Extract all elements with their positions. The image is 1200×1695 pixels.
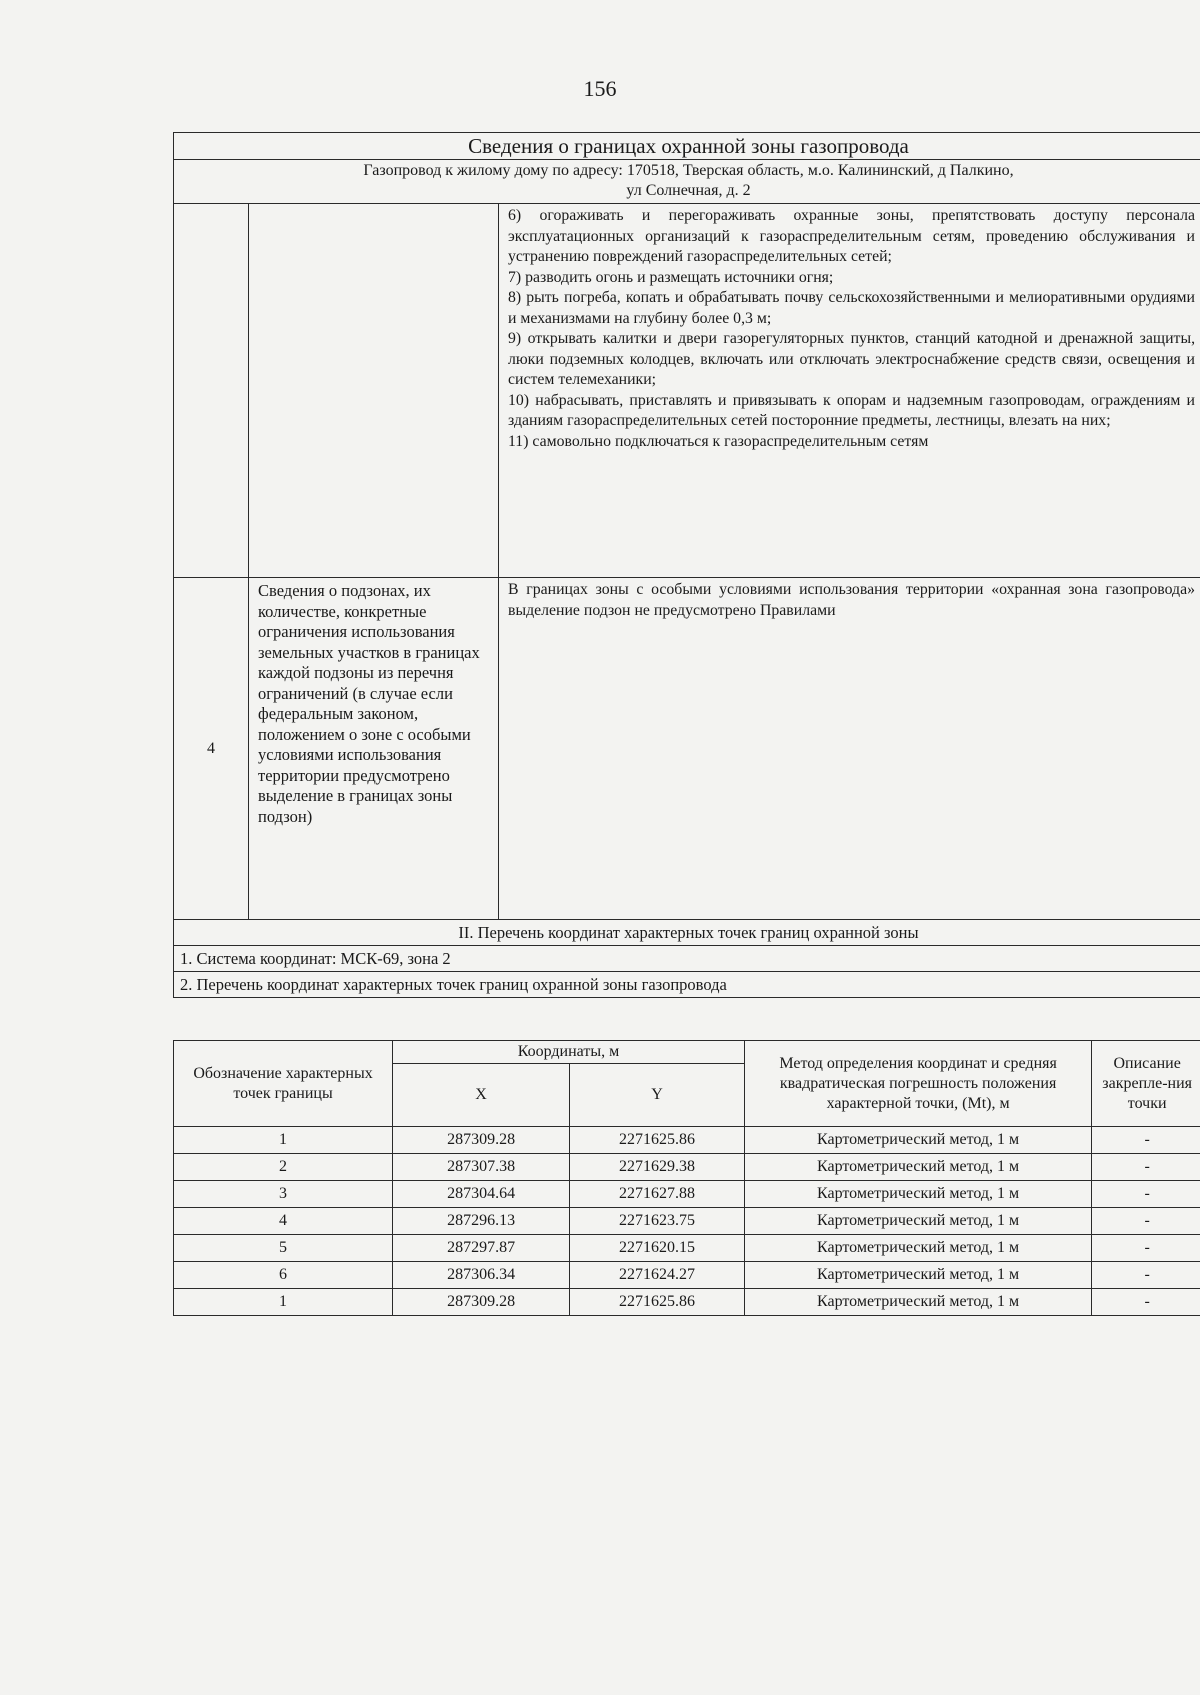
header-description: Описание закрепле-ния точки bbox=[1092, 1041, 1200, 1127]
header-designation: Обозначение характерных точек границы bbox=[174, 1041, 393, 1127]
restrictions-cell bbox=[499, 204, 1200, 578]
table-row bbox=[174, 1154, 1200, 1181]
method-value: Картометрический метод, 1 м bbox=[744, 1262, 1091, 1289]
table-row bbox=[174, 1127, 1200, 1154]
subzones-text bbox=[499, 578, 1200, 920]
protection-zone-info-table bbox=[173, 132, 1200, 998]
x-value: 287304.64 bbox=[393, 1181, 570, 1208]
coordinate-list-title: 2. Перечень координат характерных точек границ охранной зоны газопровода bbox=[174, 972, 1200, 998]
point-number: 3 bbox=[174, 1181, 393, 1208]
restriction-item: 8) рыть погреба, копать и обрабатывать почву сельскохозяйственными и мелиоративными орудиями и механизмами на глубину более 0,3 м; bbox=[508, 289, 1196, 327]
row-number: 4 bbox=[174, 578, 249, 920]
section-2-title: II. Перечень координат характерных точек границ охранной зоны bbox=[174, 920, 1200, 946]
description-value: - bbox=[1092, 1208, 1200, 1235]
method-value: Картометрический метод, 1 м bbox=[744, 1235, 1091, 1262]
table-row bbox=[174, 1262, 1200, 1289]
x-value: 287297.87 bbox=[393, 1235, 570, 1262]
x-value: 287309.28 bbox=[393, 1289, 570, 1316]
coordinate-system: 1. Система координат: МСК-69, зона 2 bbox=[174, 946, 1200, 972]
method-value: Картометрический метод, 1 м bbox=[744, 1154, 1091, 1181]
row-label-empty bbox=[249, 204, 499, 578]
restriction-item: 6) огораживать и перегораживать охранные зоны, препятствовать доступу персонала эксплуатационных организаций к газораспределительным сетям, проведению обслуживания и устранению повреждений газораспределительных сетей; bbox=[508, 207, 1196, 265]
method-value: Картометрический метод, 1 м bbox=[744, 1289, 1091, 1316]
description-value: - bbox=[1092, 1262, 1200, 1289]
y-value: 2271625.86 bbox=[570, 1289, 745, 1316]
description-value: - bbox=[1092, 1235, 1200, 1262]
point-number: 4 bbox=[174, 1208, 393, 1235]
address-line-1: Газопровод к жилому дому по адресу: 170518, Тверская область, м.о. Калининский, д Палкино, bbox=[363, 162, 1014, 179]
table-row bbox=[174, 1289, 1200, 1316]
y-value: 2271620.15 bbox=[570, 1235, 745, 1262]
method-value: Картометрический метод, 1 м bbox=[744, 1181, 1091, 1208]
point-number: 5 bbox=[174, 1235, 393, 1262]
table-row bbox=[174, 1181, 1200, 1208]
y-value: 2271629.38 bbox=[570, 1154, 745, 1181]
point-number: 2 bbox=[174, 1154, 393, 1181]
x-value: 287307.38 bbox=[393, 1154, 570, 1181]
coordinates-table bbox=[173, 1040, 1200, 1316]
point-number: 1 bbox=[174, 1289, 393, 1316]
method-value: Картометрический метод, 1 м bbox=[744, 1208, 1091, 1235]
method-value: Картометрический метод, 1 м bbox=[744, 1127, 1091, 1154]
header-y: Y bbox=[570, 1064, 745, 1127]
point-number: 1 bbox=[174, 1127, 393, 1154]
restriction-item: 7) разводить огонь и размещать источники огня; bbox=[508, 268, 834, 286]
x-value: 287296.13 bbox=[393, 1208, 570, 1235]
page-number: 156 bbox=[583, 76, 617, 101]
pipeline-address bbox=[174, 160, 1200, 204]
subzones-label: Сведения о подзонах, их количестве, конкретные ограничения использования земельных участков в границах каждой подзоны из перечня ограничений (в случае если федеральным законом, положением о зоне с особыми условиями использования территории предусмотрено выделение в границах зоны подзон) bbox=[249, 578, 499, 920]
restriction-item: 11) самовольно подключаться к газораспределительным сетям bbox=[508, 432, 929, 450]
y-value: 2271623.75 bbox=[570, 1208, 745, 1235]
point-number: 6 bbox=[174, 1262, 393, 1289]
description-value: - bbox=[1092, 1154, 1200, 1181]
y-value: 2271624.27 bbox=[570, 1262, 745, 1289]
table-row bbox=[174, 1208, 1200, 1235]
description-value: - bbox=[1092, 1181, 1200, 1208]
restriction-item: 10) набрасывать, приставлять и привязывать к опорам и надземным газопроводам, ограждениям и зданиям газораспределительных сетей посторонние предметы, лестницы, влезать на них; bbox=[508, 391, 1196, 429]
address-line-2: ул Солнечная, д. 2 bbox=[626, 182, 751, 199]
description-value: - bbox=[1092, 1289, 1200, 1316]
subzones-paragraph: В границах зоны с особыми условиями использования территории «охранная зона газопровода» выделение подзон не предусмотрено Правилами bbox=[508, 581, 1196, 619]
restriction-item: 9) открывать калитки и двери газорегуляторных пунктов, станций катодной и дренажной защиты, люки подземных колодцев, включать или отключать электроснабжение средств связи, освещения и систем телемеханики; bbox=[508, 330, 1196, 388]
x-value: 287306.34 bbox=[393, 1262, 570, 1289]
table-row bbox=[174, 1235, 1200, 1262]
row-number-empty bbox=[174, 204, 249, 578]
document-title: Сведения о границах охранной зоны газопровода bbox=[174, 133, 1200, 160]
header-method: Метод определения координат и средняя квадратическая погрешность положения характерной точки, (Mt), м bbox=[744, 1041, 1091, 1127]
header-x: X bbox=[393, 1064, 570, 1127]
description-value: - bbox=[1092, 1127, 1200, 1154]
y-value: 2271627.88 bbox=[570, 1181, 745, 1208]
y-value: 2271625.86 bbox=[570, 1127, 745, 1154]
x-value: 287309.28 bbox=[393, 1127, 570, 1154]
header-coordinates: Координаты, м bbox=[393, 1041, 745, 1064]
